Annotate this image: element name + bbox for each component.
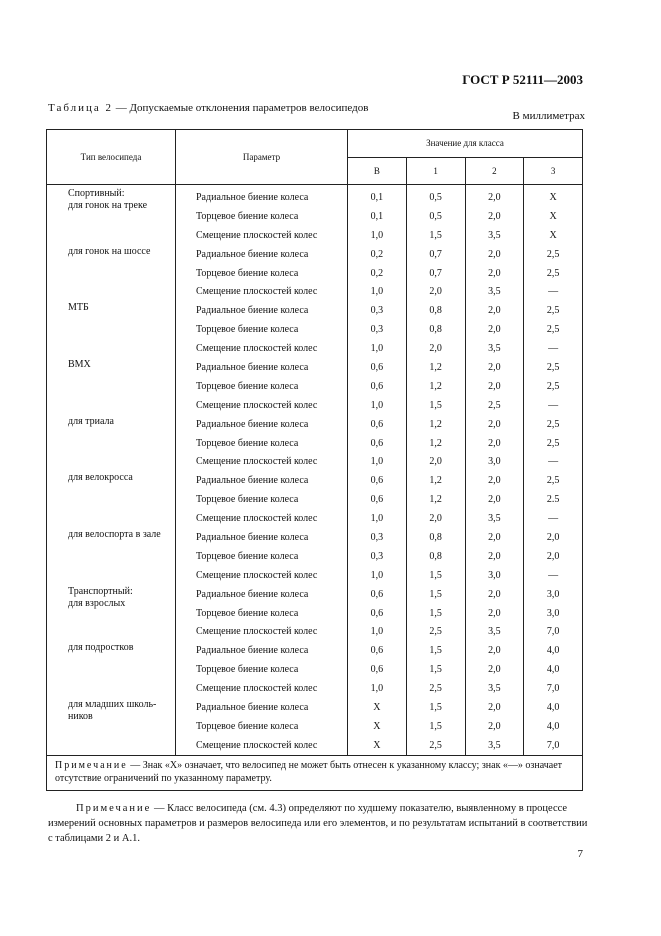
bicycle-type-cell <box>47 358 176 415</box>
value-cell: 0,3 <box>348 547 407 566</box>
footnote-label: Примечание <box>76 803 152 814</box>
value-cell: 2,0 <box>406 509 465 528</box>
value-cell: 2,0 <box>465 528 524 547</box>
value-cell: 0,6 <box>348 490 407 509</box>
parameter-cell: Торцевое биение колеса <box>176 490 348 509</box>
value-cell: 0,6 <box>348 585 407 604</box>
bicycle-type-cell <box>47 641 176 698</box>
value-cell: 2,0 <box>465 185 524 207</box>
bicycle-type-line: для гонок на шоссе <box>68 245 151 257</box>
value-cell: 1,0 <box>348 339 407 358</box>
class-header: 2 <box>465 157 524 185</box>
bicycle-type-cell <box>47 528 176 585</box>
parameter-cell: Смещение плоскостей колес <box>176 736 348 755</box>
value-cell: 4,0 <box>524 641 583 660</box>
parameter-cell: Радиальное биение колеса <box>176 698 348 717</box>
value-cell: 0,2 <box>348 245 407 264</box>
value-cell: X <box>348 698 407 717</box>
value-cell: 3,0 <box>465 566 524 585</box>
table-body <box>47 185 583 756</box>
bicycle-type-cell <box>47 415 176 472</box>
value-cell: 1,5 <box>406 604 465 623</box>
table-row <box>47 471 583 490</box>
class-header: 3 <box>524 157 583 185</box>
bicycle-type-line: ВМХ <box>68 359 91 371</box>
value-cell: 2,0 <box>524 528 583 547</box>
table-row <box>47 415 583 434</box>
parameter-cell: Смещение плоскостей колес <box>176 679 348 698</box>
value-cell: X <box>524 207 583 226</box>
value-cell: 1,2 <box>406 358 465 377</box>
value-cell: 0,3 <box>348 301 407 320</box>
bicycle-type-cell <box>47 245 176 302</box>
footnote <box>48 801 588 846</box>
value-cell: 1,0 <box>348 282 407 301</box>
value-cell: 4,0 <box>524 698 583 717</box>
value-cell: — <box>524 509 583 528</box>
value-cell: 1,0 <box>348 396 407 415</box>
value-cell: 1,5 <box>406 717 465 736</box>
table-units: В миллиметрах <box>512 110 585 122</box>
value-cell: 0,6 <box>348 377 407 396</box>
value-cell: 0,1 <box>348 185 407 207</box>
value-cell: — <box>524 452 583 471</box>
value-cell: 2,5 <box>406 622 465 641</box>
value-cell: 1,2 <box>406 377 465 396</box>
bicycle-type-line: для триала <box>68 415 114 427</box>
value-cell: 1,0 <box>348 509 407 528</box>
value-cell: 2,0 <box>465 585 524 604</box>
table-row <box>47 698 583 717</box>
bicycle-type-cell <box>47 471 176 528</box>
value-cell: 1,5 <box>406 226 465 245</box>
value-cell: 2,0 <box>465 490 524 509</box>
parameter-cell: Радиальное биение колеса <box>176 528 348 547</box>
value-cell: 2,5 <box>406 736 465 755</box>
parameter-cell: Смещение плоскостей колес <box>176 282 348 301</box>
parameter-cell: Радиальное биение колеса <box>176 301 348 320</box>
value-cell: 0,6 <box>348 358 407 377</box>
value-cell: 1,0 <box>348 679 407 698</box>
value-cell: 0,3 <box>348 528 407 547</box>
parameter-cell: Смещение плоскостей колес <box>176 622 348 641</box>
value-cell: 1,0 <box>348 566 407 585</box>
value-cell: X <box>348 736 407 755</box>
bicycle-type-line: для подростков <box>68 642 134 654</box>
value-cell: 7,0 <box>524 679 583 698</box>
bicycle-type-line: для младших школь- <box>68 699 157 711</box>
parameter-cell: Смещение плоскостей колес <box>176 566 348 585</box>
value-cell: 1,5 <box>406 585 465 604</box>
value-cell: — <box>524 396 583 415</box>
value-cell: 2,0 <box>465 717 524 736</box>
value-cell: 2,0 <box>465 641 524 660</box>
parameter-cell: Смещение плоскостей колес <box>176 509 348 528</box>
value-cell: 1,5 <box>406 641 465 660</box>
class-header: 1 <box>406 157 465 185</box>
value-cell: 0,7 <box>406 245 465 264</box>
parameter-cell: Торцевое биение колеса <box>176 604 348 623</box>
value-cell: 2,5 <box>524 377 583 396</box>
value-cell: 1,5 <box>406 566 465 585</box>
value-cell: 1,5 <box>406 396 465 415</box>
value-cell: 0,1 <box>348 207 407 226</box>
value-cell: 3,5 <box>465 282 524 301</box>
value-cell: X <box>524 185 583 207</box>
value-cell: 2,5 <box>406 679 465 698</box>
value-cell: 2,5 <box>524 320 583 339</box>
table-note-text: — Знак «X» означает, что велосипед не может быть отнесен к указанному классу; знак «—» означает отсутствие ограничений по указанному параметру. <box>55 759 563 784</box>
value-cell: 1,0 <box>348 226 407 245</box>
parameter-cell: Радиальное биение колеса <box>176 471 348 490</box>
col-header-type: Тип велосипеда <box>47 130 176 185</box>
bicycle-type-line: для взрослых <box>68 597 126 609</box>
bicycle-type-cell <box>47 301 176 358</box>
col-header-values: Значение для класса <box>348 130 583 158</box>
value-cell: 2,0 <box>465 377 524 396</box>
value-cell: 2,0 <box>465 547 524 566</box>
table-row <box>47 358 583 377</box>
value-cell: 3,5 <box>465 509 524 528</box>
parameter-cell: Смещение плоскостей колес <box>176 226 348 245</box>
value-cell: 2,5 <box>524 358 583 377</box>
value-cell: 1,0 <box>348 622 407 641</box>
value-cell: 0,2 <box>348 264 407 283</box>
table-caption-text: — Допускаемые отклонения параметров велосипедов <box>113 102 369 114</box>
parameter-cell: Радиальное биение колеса <box>176 641 348 660</box>
table-row <box>47 245 583 264</box>
value-cell: 2,0 <box>406 282 465 301</box>
value-cell: — <box>524 339 583 358</box>
footnote-text: — Класс велосипеда (см. 4.3) определяют по худшему показателю, выявленному в процессе измерений основных параметров и размеров велосипеда или его элементов, и по результатам испытаний в соответствии с таблицами 2 и А.1. <box>48 803 588 844</box>
page-number: 7 <box>577 848 583 860</box>
value-cell: 0,6 <box>348 471 407 490</box>
bicycle-type-line: для гонок на треке <box>68 200 148 211</box>
value-cell: 7,0 <box>524 622 583 641</box>
parameter-cell: Торцевое биение колеса <box>176 264 348 283</box>
parameter-cell: Смещение плоскостей колес <box>176 452 348 471</box>
value-cell: 2,0 <box>465 207 524 226</box>
value-cell: 1,5 <box>406 698 465 717</box>
value-cell: 2,0 <box>406 339 465 358</box>
value-cell: 0,6 <box>348 604 407 623</box>
table-note-label: Примечание <box>55 759 128 771</box>
value-cell: 2,0 <box>406 452 465 471</box>
table-row <box>47 641 583 660</box>
table-row <box>47 301 583 320</box>
bicycle-type-line: ников <box>68 711 93 723</box>
value-cell: 2,0 <box>524 547 583 566</box>
table-caption <box>48 102 368 114</box>
value-cell: 4,0 <box>524 660 583 679</box>
value-cell: 2,0 <box>465 604 524 623</box>
deviation-table <box>46 129 583 791</box>
parameter-cell: Торцевое биение колеса <box>176 547 348 566</box>
parameter-cell: Торцевое биение колеса <box>176 434 348 453</box>
value-cell: 2,0 <box>465 698 524 717</box>
value-cell: 2,5 <box>524 301 583 320</box>
value-cell: 0,5 <box>406 207 465 226</box>
value-cell: 3,0 <box>524 585 583 604</box>
value-cell: 2,0 <box>465 415 524 434</box>
value-cell: 0,8 <box>406 547 465 566</box>
parameter-cell: Торцевое биение колеса <box>176 717 348 736</box>
value-cell: 3,5 <box>465 736 524 755</box>
value-cell: 2,0 <box>465 301 524 320</box>
table-row <box>47 528 583 547</box>
value-cell: 3,5 <box>465 339 524 358</box>
value-cell: 1,2 <box>406 415 465 434</box>
parameter-cell: Радиальное биение колеса <box>176 415 348 434</box>
table-row <box>47 585 583 604</box>
value-cell: X <box>524 226 583 245</box>
value-cell: 3,5 <box>465 679 524 698</box>
value-cell: 0,6 <box>348 660 407 679</box>
bicycle-type-cell <box>47 698 176 755</box>
value-cell: 0,6 <box>348 641 407 660</box>
value-cell: 1,2 <box>406 490 465 509</box>
value-cell: 0,6 <box>348 415 407 434</box>
value-cell: 2,0 <box>465 471 524 490</box>
value-cell: 1,0 <box>348 452 407 471</box>
value-cell: 3,0 <box>524 604 583 623</box>
parameter-cell: Радиальное биение колеса <box>176 585 348 604</box>
table-note <box>47 755 583 790</box>
table-row <box>47 185 583 207</box>
value-cell: 1,2 <box>406 471 465 490</box>
value-cell: 0,5 <box>406 185 465 207</box>
value-cell: 2,5 <box>465 396 524 415</box>
bicycle-type-line: Спортивный: <box>68 188 125 199</box>
value-cell: 4,0 <box>524 717 583 736</box>
class-header: В <box>348 157 407 185</box>
table-caption-prefix: Таблица 2 <box>48 102 114 114</box>
value-cell: 1,2 <box>406 434 465 453</box>
value-cell: 0,6 <box>348 434 407 453</box>
value-cell: 2,0 <box>465 434 524 453</box>
value-cell: 2,0 <box>465 320 524 339</box>
value-cell: 2,5 <box>524 471 583 490</box>
value-cell: 3,0 <box>465 452 524 471</box>
value-cell: 3,5 <box>465 226 524 245</box>
parameter-cell: Радиальное биение колеса <box>176 358 348 377</box>
bicycle-type-line: для велоспорта в зале <box>68 529 161 541</box>
value-cell: 2,0 <box>465 358 524 377</box>
value-cell: — <box>524 566 583 585</box>
parameter-cell: Торцевое биение колеса <box>176 207 348 226</box>
value-cell: 2,5 <box>524 264 583 283</box>
parameter-cell: Торцевое биение колеса <box>176 320 348 339</box>
value-cell: 2,0 <box>465 264 524 283</box>
parameter-cell: Радиальное биение колеса <box>176 185 348 207</box>
value-cell: 0,3 <box>348 320 407 339</box>
value-cell: 1,5 <box>406 660 465 679</box>
parameter-cell: Смещение плоскостей колес <box>176 396 348 415</box>
value-cell: 2,5 <box>524 434 583 453</box>
parameter-cell: Радиальное биение колеса <box>176 245 348 264</box>
value-cell: 2,5 <box>524 245 583 264</box>
document-number: ГОСТ Р 52111—2003 <box>462 72 583 87</box>
value-cell: 0,8 <box>406 301 465 320</box>
value-cell: 2,5 <box>524 415 583 434</box>
value-cell: 0,8 <box>406 320 465 339</box>
value-cell: — <box>524 282 583 301</box>
value-cell: 0,7 <box>406 264 465 283</box>
value-cell: 3,5 <box>465 622 524 641</box>
parameter-cell: Смещение плоскостей колес <box>176 339 348 358</box>
value-cell: 0,8 <box>406 528 465 547</box>
parameter-cell: Торцевое биение колеса <box>176 377 348 396</box>
col-header-param: Параметр <box>176 130 348 185</box>
bicycle-type-line: Транспортный: <box>68 585 133 597</box>
value-cell: 2,0 <box>465 660 524 679</box>
parameter-cell: Торцевое биение колеса <box>176 660 348 679</box>
value-cell: 2.5 <box>524 490 583 509</box>
bicycle-type-line: МТБ <box>68 302 89 314</box>
bicycle-type-line: для велокросса <box>68 472 133 484</box>
bicycle-type-cell <box>47 185 176 245</box>
value-cell: 2,0 <box>465 245 524 264</box>
value-cell: 7,0 <box>524 736 583 755</box>
value-cell: X <box>348 717 407 736</box>
bicycle-type-cell <box>47 585 176 642</box>
